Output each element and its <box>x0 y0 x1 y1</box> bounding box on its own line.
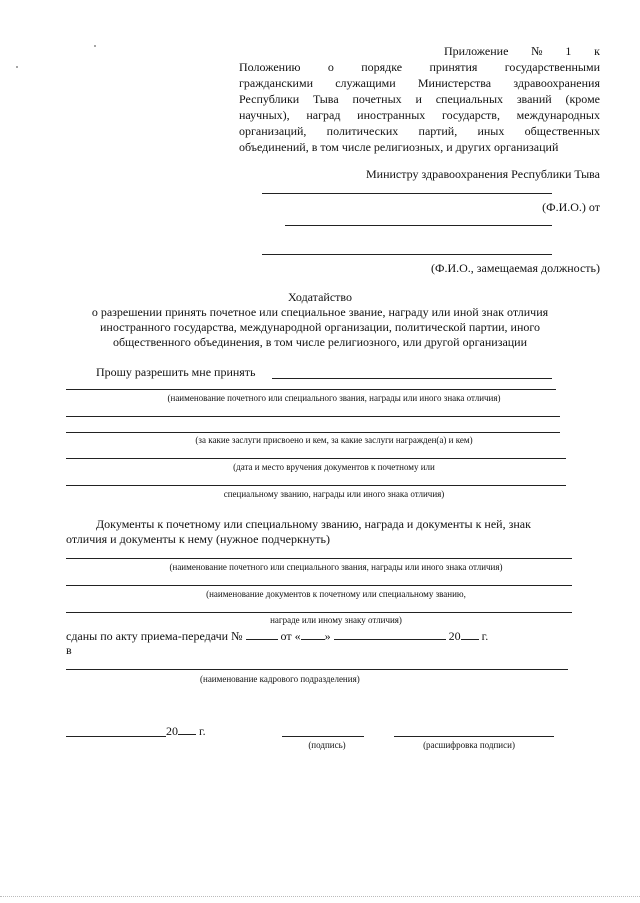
addressee-fio-position: (Ф.И.О., замещаемая должность) <box>430 261 600 275</box>
appendix-last-line: объединений, в том числе религиозных, и других организаций <box>239 140 559 154</box>
signature-decode-line <box>394 736 554 737</box>
request-label: Прошу разрешить мне принять <box>96 365 256 379</box>
hr-caption: (наименование кадрового подразделения) <box>200 674 360 684</box>
date-field-line <box>66 458 566 459</box>
doc-field-line-2 <box>66 585 572 586</box>
appendix-line: гражданскими служащими Министерства здравоохранения <box>239 76 600 90</box>
petition-subtitle-line: иностранного государства, международной организации, политической партии, иного <box>99 320 541 334</box>
signature-date-line <box>66 736 166 737</box>
addressee-fio-from: (Ф.И.О.) от <box>542 200 600 214</box>
act-number-blank <box>246 628 278 640</box>
page-bottom-edge <box>0 896 640 897</box>
addressee-ministry: Министру здравоохранения Республики Тыва <box>366 167 600 181</box>
doc-caption-2: (наименование документов к почетному или специальному званию, <box>206 589 466 599</box>
petition-title: Ходатайство <box>288 290 352 304</box>
appendix-title <box>444 44 600 59</box>
act-year-prefix: 20 <box>448 629 461 643</box>
signature-year-prefix: 20 <box>166 724 178 738</box>
hr-field-line <box>66 669 568 670</box>
act-day-blank <box>301 628 325 640</box>
date-field-line-2 <box>66 485 566 486</box>
petition-subtitle-line: общественного объединения, в том числе религиозного, или другой организации <box>112 335 528 349</box>
appendix-word: № <box>531 44 543 58</box>
doc-field-line-3 <box>66 612 572 613</box>
appendix-line: организаций, политических партий, иных общественных <box>239 124 600 138</box>
addressee-name-line <box>262 193 552 194</box>
merit-field-line <box>66 416 560 417</box>
signature-year-blank <box>178 723 196 735</box>
signature-caption: (подпись) <box>308 740 346 750</box>
doc-caption-3: награде или иному знаку отличия) <box>270 615 402 625</box>
request-caption: (наименование почетного или специального звания, награды или иного знака отличия) <box>167 393 501 403</box>
act-from: от « <box>280 629 301 643</box>
act-label: сданы по акту приема-передачи № <box>66 629 243 643</box>
doc-caption: (наименование почетного или специального звания, награды или иного знака отличия) <box>169 562 503 572</box>
act-year-blank <box>461 628 479 640</box>
act-month-blank <box>334 628 446 640</box>
documents-line: отличия и документы к нему (нужное подчеркнуть) <box>66 532 330 546</box>
merit-caption: (за какие заслуги присвоено и кем, за какие заслуги награжден(а) и кем) <box>195 435 473 445</box>
act-year-suffix: г. <box>481 629 489 643</box>
doc-field-line <box>66 558 572 559</box>
scan-dot <box>94 45 96 47</box>
sender-name-line <box>285 225 552 226</box>
decode-caption: (расшифровка подписи) <box>423 740 515 750</box>
appendix-line: Республики Тыва почетных и специальных званий (кроме <box>239 92 600 106</box>
signature-year-suffix: г. <box>199 724 206 738</box>
documents-line: Документы к почетному или специальному званию, награда и документы к ней, знак <box>96 517 531 531</box>
signature-line <box>282 736 364 737</box>
merit-field-line-2 <box>66 432 560 433</box>
act-quote-close: » <box>324 629 331 643</box>
appendix-word: Приложение <box>444 44 509 58</box>
signature-year <box>166 723 206 739</box>
appendix-line: Положению о порядке принятия государственными <box>239 60 600 74</box>
appendix-word: к <box>594 44 600 58</box>
request-field-line-2 <box>66 389 556 390</box>
date-caption-2: специальному званию, награды или иного знака отличия) <box>223 489 445 499</box>
request-field-line <box>272 378 552 379</box>
appendix-word: 1 <box>565 44 572 58</box>
sender-position-line <box>262 254 552 255</box>
act-line <box>66 628 488 644</box>
in-label: в <box>66 643 72 657</box>
date-caption: (дата и место вручения документов к почетному или <box>233 462 435 472</box>
scan-dot <box>16 66 18 68</box>
petition-subtitle-line: о разрешении принять почетное или специальное звание, награду или иной знак отличия <box>91 305 549 319</box>
appendix-line: научных), наград иностранных государств, международных <box>239 108 600 122</box>
